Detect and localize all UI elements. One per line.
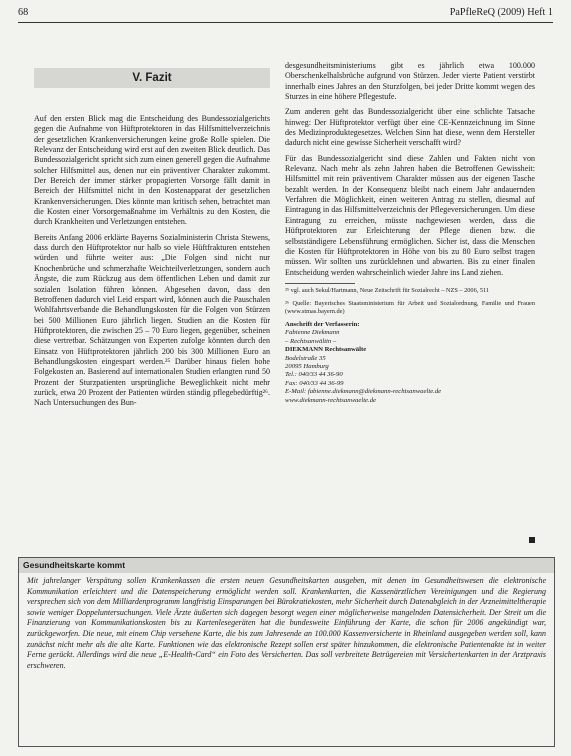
author-name: Fabienne Diekmann [285, 329, 340, 337]
address-heading: Anschrift der Verfasserin: [285, 320, 360, 328]
paragraph: Für das Bundessozialgericht sind diese Zahlen und Fakten nicht von Relevanz. Nach mehr als zehn Jahren haben die Betroffenen Gewissheit: Hilfsmittel mit rein präventivem Charakter müssen aus der eigenen Tasche bezahlt werden. In der Konsequenz bleibt nach einem Jahr andauernden Verfahren die Möglichkeit, einen weiteren Antrag zu stellen, diesmal auf Eintragung in das Hilfsmittelverzeichnis der Pflegeversicherungen. Um diese Eintragung zu erreichen, müsste nachgewiesen werden, dass die Hüftprotektoren zur Erleichterung der Pflege dienen bzw. die selbstständigere Lebensführung ermöglichen. Sicher ist, dass die Menschen die Kosten für Hüftprotektoren in Höhe von bis zu 80 Euro selbst tragen müssen. Wir sollten uns zurücklehnen und abwarten. Bis zu einer finalen Entscheidung werden wahrscheinlich wieder Jahre ins Land ziehen. [285, 153, 535, 277]
author-address [285, 321, 535, 405]
paragraph: Zum anderen geht das Bundessozialgericht über eine schlichte Tatsache hinweg: Der Hüftprotektor verfügt über eine CE-Kennzeichnung im Sinne des Medizinproduktegesetzes. Welchen Sinn hat diese, wenn dem Hersteller dadurch nicht eine gewisse Sicherheit verschafft wird? [285, 107, 535, 148]
author-role: – Rechtsanwältin – [285, 337, 337, 345]
news-box [18, 557, 555, 747]
end-of-article-marker [529, 537, 535, 543]
street: Bodelstraße 35 [285, 354, 326, 362]
box-body [27, 576, 546, 671]
paragraph: Auf den ersten Blick mag die Entscheidung des Bundessozialgerichts gegen die Aufnahme von Hüftprotektoren in das Hilfsmittelverzeichnis der gesetzlichen Krankenversicherungen keine große Rolle spielen. Die Relevanz der Entscheidung wird erst auf den zweiten Blick deutlich. Das Bundessozialgericht spricht sich zum einen generell gegen die Aufnahme solcher Hilfsmittel aus, denen nur ein präventiver Charakter zukommt. Der Bereich der immer stärker propagierten Vorsorge fällt damit in Bereich der Hilfsmittel nicht in den Kostenapparat der gesetzlichen Krankenversicherungen. Dies könnte man kritisch sehen, betrachtet man die Kosten einer Vorsorgemaßnahme im Verhältnis zu den Kosten, die durch Krankheiten und Verletzungen entstehen. [34, 114, 270, 227]
box-text: Mit jahrelanger Verspätung sollen Krankenkassen die ersten neuen Gesundheitskarten ausgeben, mit denen im Gesundheitswesen die elektronische Kommunikation erleichtert und die Datenspeicherung ermöglicht werden soll. Krankenkarten, die Kassenärztlichen Vereinigungen und die Regierung versprechen sich von dem Milliardenprogramm langfristig Einsparungen bei Bürokratiekosten, mehr Sicherheit durch Datenabgleich in der Arzneimitteltherapie sowie weniger Doppeluntersuchungen. Viele Ärzte äußerten sich dagegen besorgt wegen einer möglicherweise mangelnden Datensicherheit. Der Streit um die Finanzierung von Kommunikationskosten bis zu Kartenlesegeräten hat die bundesweite Einführung der Karte, die schon für 2006 angekündigt war, zurückgeworfen. Die neue, mit einem Chip versehene Karte, die bis zum Jahresende an 100.000 Kassenversicherte in Rheinland ausgegeben werden soll, kann zunächst nicht mehr als die alte Karte. Funktionen wie das elektronische Rezept sollen erst später hinzukommen, die elektronische Patientenakte ist in weiter Ferne gerückt. Allerdings wird die neue „E-Health-Card“ ein Foto des Versicherten. Das soll verbreitete Betrügereien mit Versichertenkarten in der Arztpraxis erschweren. [27, 576, 546, 670]
footnote: ²⁵ vgl. auch Sekul/Hartmann, Neue Zeitschrift für Sozialrecht – NZS – 2006, 511 [285, 286, 490, 294]
website[interactable]: www.diekmann-rechtsanwaelte.de [285, 396, 377, 404]
box-title: Gesundheitskarte kommt [19, 558, 554, 573]
fax: Fax: 040/33 44 36-99 [285, 379, 344, 387]
law-firm: DIEKMANN Rechtsanwälte [285, 346, 367, 354]
header-rule [18, 22, 553, 23]
footnote-rule [285, 283, 355, 284]
phone: Tel.: 040/33 44 36-90 [285, 371, 343, 379]
email[interactable]: E-Mail: fabienne.diekmann@diekmann-rechtsanwaelte.de [285, 388, 442, 396]
page-header [18, 7, 553, 21]
paragraph: Bereits Anfang 2006 erklärte Bayerns Sozialministerin Christa Stewens, dass durch den Hüftprotektor nur halb so viele Hüftfrakturen entstehen würden und führte weiter aus: „Die Folgen sind nicht nur Knochenbrüche und schmerzhafte Weichteilverletzungen, sondern auch Ängste, die zum Rückzug aus dem öffentlichen Leben und damit zur sozialen Isolation führen können. Abgesehen davon, dass den Betroffenen dadurch viel Leid erspart wird, können auch die Pauschalen Wohlfahrtsverbande die Behandlungskosten für die Folgen von Stürzen bei 500 Millionen Euro jährlich liegen. Studien an die Kosten für Hüftprotektoren, die zwischen 25 – 70 Euro liegen, gegenüber, scheinen diese vertretbar. Schätzungen von Experten zufolge könnten durch den Einsatz von Hüftprotektoren jährlich 200 bis 300 Millionen Euro an Behandlungskosten eingespart werden.²⁵ Darüber hinaus fielen hohe Folgekosten an. Basierend auf internationalen Studien erlangten rund 50 Prozent der Sturzpatienten ursprüngliche Beweglichkeit nicht mehr zurück, etwa 20 Prozent der Patienten würden ständig pflegebedürftig²⁶. Nach Untersuchungen des Bun- [34, 232, 270, 408]
footnote: ²⁶ Quelle: Bayerisches Staatsministerium für Arbeit und Sozialordnung, Familie und Frauen (www.stmas.bayern.de) [285, 299, 535, 315]
section-title: V. Fazit [34, 68, 270, 88]
journal-title: PaPfleReQ (2009) Heft 1 [449, 7, 553, 18]
paragraph: desgesundheitsministeriums gibt es jährlich etwa 100.000 Oberschenkelhalsbrüche aufgrund von Stürzen. Jeder vierte Patient verstirbt innerhalb eines Jahres an den Sturzfolgen, bei jeder Dritte kommt wegen des Sturzes in eine höhere Pflegestufe. [285, 61, 535, 102]
page-number: 68 [18, 7, 29, 18]
right-column [285, 61, 535, 405]
city: 20095 Hamburg [285, 362, 329, 370]
left-column [34, 114, 270, 414]
